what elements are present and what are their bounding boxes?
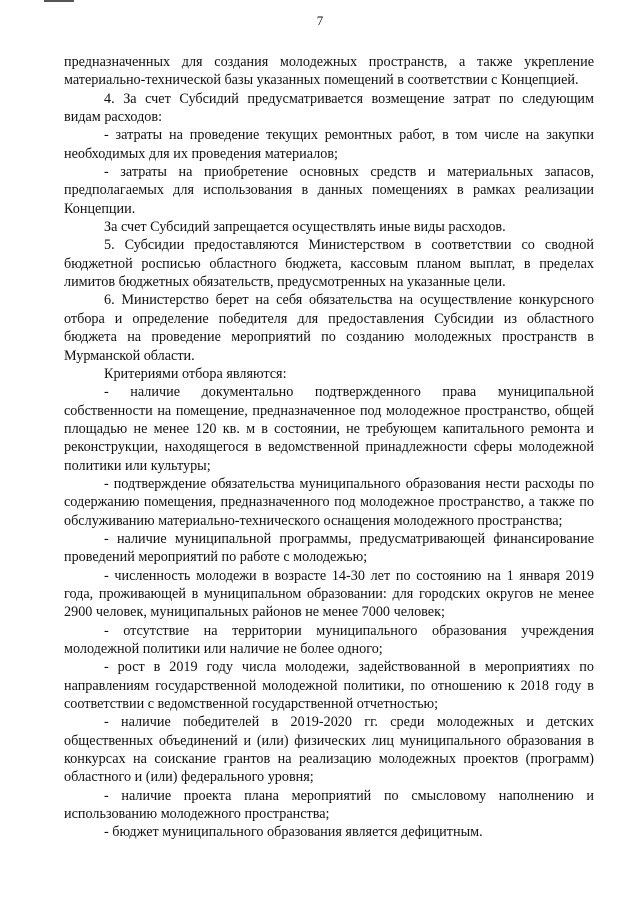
list-item: - затраты на проведение текущих ремонтных работ, в том числе на закупки необходимых для их проведения материалов; bbox=[64, 127, 594, 162]
paragraph: 6. Министерство берет на себя обязательства на осуществление конкурсного отбора и определение победителя для предоставления Субсидии из областного бюджета на проведение мероприятий по созданию молодежных пространств в Мурманской области. bbox=[64, 292, 594, 364]
list-item: - численность молодежи в возрасте 14-30 лет по состоянию на 1 января 2019 года, проживающей в муниципальном образовании: для городских округов не менее 2900 человек, муниципальных районов не менее 7000 человек; bbox=[64, 567, 594, 621]
list-item: - отсутствие на территории муниципального образования учреждения молодежной политики или наличие не более одного; bbox=[64, 622, 594, 657]
paragraph: 5. Субсидии предоставляются Министерством в соответствии со сводной бюджетной росписью областного бюджета, кассовым планом выплат, в пределах лимитов бюджетных обязательств, предусмотренных на указанные цели. bbox=[64, 237, 594, 291]
list-item: - затраты на приобретение основных средств и материальных запасов, предполагаемых для использования в данных помещениях в рамках реализации Концепции. bbox=[64, 164, 594, 217]
list-item: - наличие муниципальной программы, предусматривающей финансирование проведений мероприятий по работе с молодежью; bbox=[64, 530, 594, 566]
paragraph: За счет Субсидий запрещается осуществлять иные виды расходов. bbox=[104, 219, 506, 236]
list-item: - наличие победителей в 2019-2020 гг. среди молодежных и детских общественных объединений и (или) физических лиц муниципального образования в конкурсах на соискание грантов на реализацию молодежных проектов (программ) областного и (или) федерального уровня; bbox=[64, 714, 594, 786]
scan-edge-mark bbox=[44, 0, 74, 2]
paragraph: 4. За счет Субсидий предусматривается возмещение затрат по следующим видам расходов: bbox=[64, 90, 594, 126]
list-item: - рост в 2019 году числа молодежи, задействованной в мероприятиях по направлениям государственной молодежной политики, по отношению к 2018 году в соответствии с ведомственной государственной отчетностью; bbox=[64, 659, 594, 713]
section-heading: Критериями отбора являются: bbox=[104, 365, 287, 382]
list-item: - бюджет муниципального образования является дефицитным. bbox=[104, 824, 483, 841]
document-body bbox=[64, 53, 594, 842]
page-number: 7 bbox=[316, 13, 324, 28]
list-item: - наличие документально подтвержденного права муниципальной собственности на помещение, предназначенное под молодежное пространство, общей площадью не менее 120 кв. м в состоянии, не требующем капитального ремонта и реконструкции, находящегося в ведомственной принадлежности сферы молодежной политики или культуры; bbox=[64, 384, 594, 474]
paragraph: предназначенных для создания молодежных пространств, а также укрепление материально-технической базы указанных помещений в соответствии с Концепцией. bbox=[64, 54, 594, 89]
list-item: - наличие проекта плана мероприятий по смысловому наполнению и использованию молодежного пространства; bbox=[64, 787, 594, 823]
list-item: - подтверждение обязательства муниципального образования нести расходы по содержанию помещения, предназначенного под молодежное пространство, а также по обслуживанию материально-технического оснащения молодежного пространства; bbox=[64, 475, 594, 529]
